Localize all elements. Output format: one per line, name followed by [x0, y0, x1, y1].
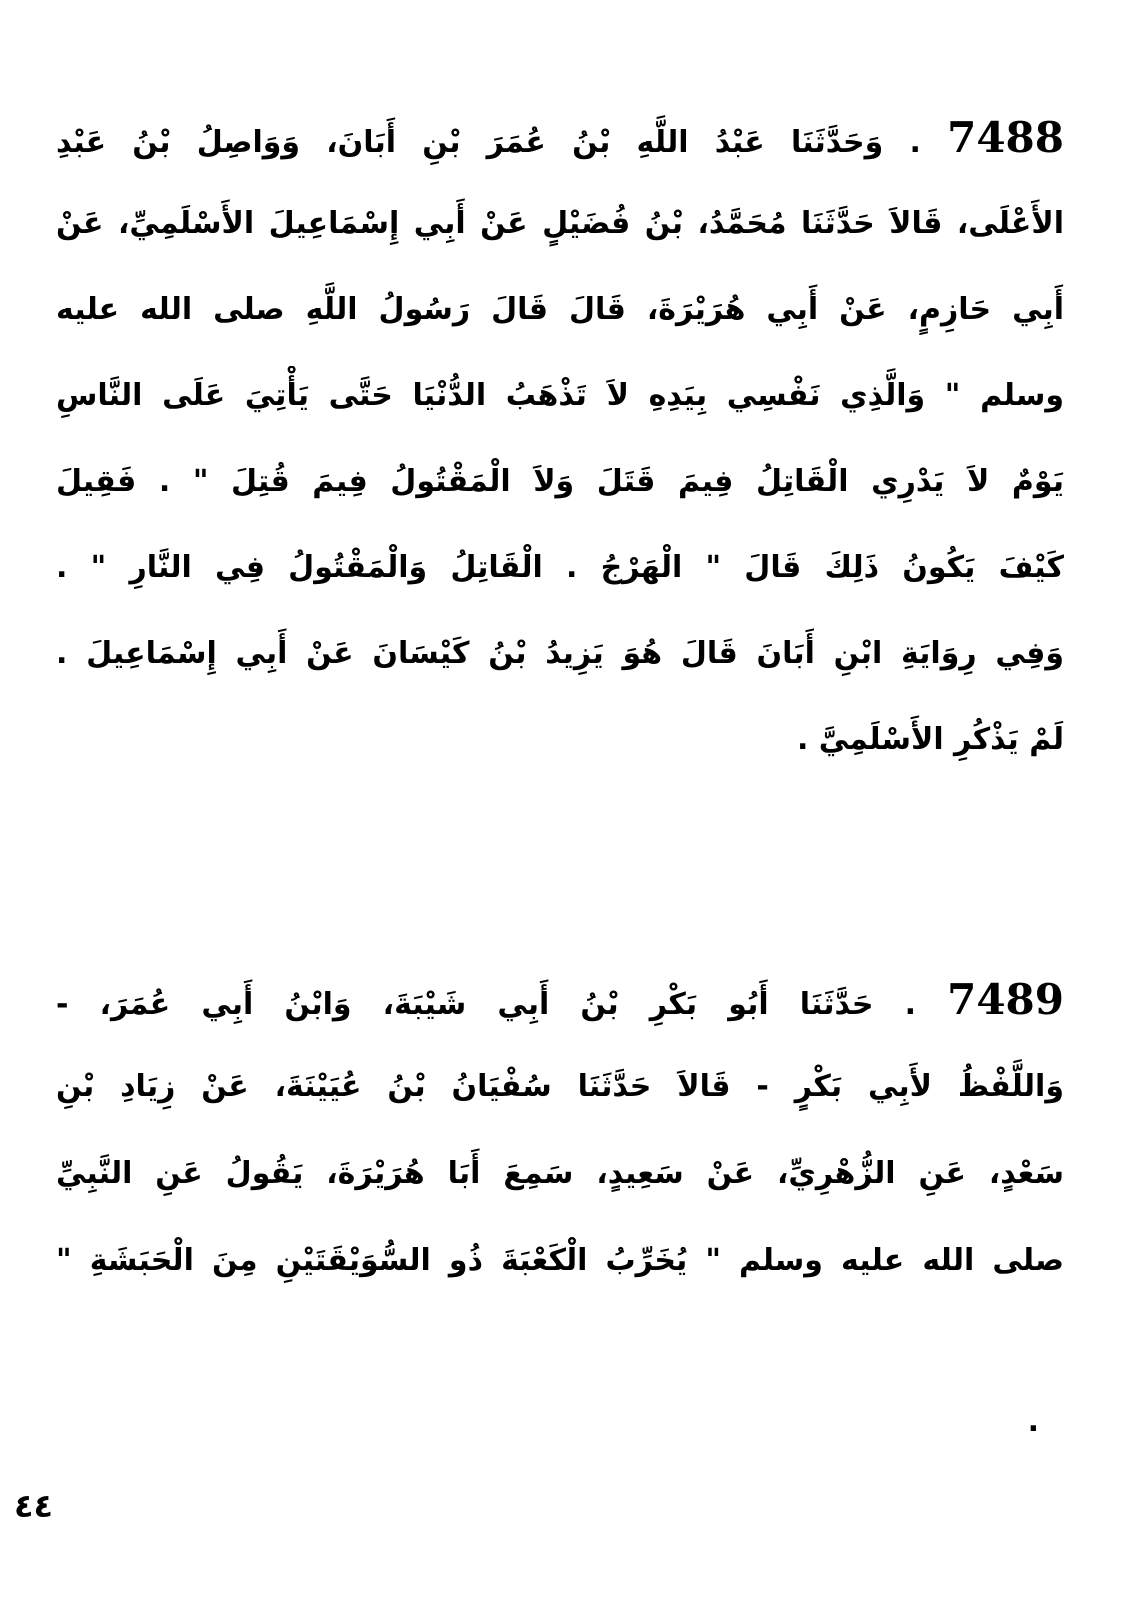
hadith-line: أَبِي حَازِمٍ، عَنْ أَبِي هُرَيْرَةَ، قَالَ قَالَ رَسُولُ اللَّهِ صلى الله عليه	[56, 292, 1064, 327]
hadith-number: 7488	[947, 113, 1064, 162]
trailing-period: .	[1027, 1404, 1039, 1439]
hadith-number: 7489	[947, 975, 1064, 1024]
hadith-line: سَعْدٍ، عَنِ الزُّهْرِيِّ، عَنْ سَعِيدٍ، سَمِعَ أَبَا هُرَيْرَةَ، يَقُولُ عَنِ النَّبِيِّ	[56, 1156, 1064, 1191]
hadith-line	[56, 970, 1064, 1057]
hadith-7489	[56, 970, 1064, 1318]
hadith-line	[56, 108, 1064, 194]
hadith-text: وَحَدَّثَنَا عَبْدُ اللَّهِ بْنُ عُمَرَ بْنِ أَبَانَ، وَوَاصِلُ بْنُ عَبْدِ	[56, 125, 884, 160]
hadith-line: وَاللَّفْظُ لأَبِي بَكْرٍ - قَالاَ حَدَّثَنَا سُفْيَانُ بْنُ عُيَيْنَةَ، عَنْ زِيَادِ بْنِ	[56, 1069, 1064, 1104]
hadith-line: وسلم " وَالَّذِي نَفْسِي بِيَدِهِ لاَ تَذْهَبُ الدُّنْيَا حَتَّى يَأْتِيَ عَلَى النَّاسِ	[56, 378, 1064, 413]
hadith-line: صلى الله عليه وسلم " يُخَرِّبُ الْكَعْبَةَ ذُو السُّوَيْقَتَيْنِ مِنَ الْحَبَشَةِ "	[56, 1243, 1064, 1278]
hadith-7488	[56, 108, 1064, 796]
hadith-line: وَفِي رِوَايَةِ ابْنِ أَبَانَ قَالَ هُوَ يَزِيدُ بْنُ كَيْسَانَ عَنْ أَبِي إِسْمَاعِيلَ .	[56, 636, 1064, 671]
hadith-line: الأَعْلَى، قَالاَ حَدَّثَنَا مُحَمَّدُ، بْنُ فُضَيْلٍ عَنْ أَبِي إِسْمَاعِيلَ الأَسْلَمِيِّ، عَنْ	[56, 206, 1064, 241]
page-number: ٤٤	[14, 1487, 54, 1525]
hadith-line: كَيْفَ يَكُونُ ذَلِكَ قَالَ " الْهَرْجُ . الْقَاتِلُ وَالْمَقْتُولُ فِي النَّارِ " .	[56, 550, 1064, 585]
number-separator: .	[873, 987, 948, 1022]
number-separator: .	[883, 125, 948, 160]
hadith-text: حَدَّثَنَا أَبُو بَكْرِ بْنُ أَبِي شَيْبَةَ، وَابْنُ أَبِي عُمَرَ، -	[56, 987, 874, 1022]
hadith-line: يَوْمٌ لاَ يَدْرِي الْقَاتِلُ فِيمَ قَتَلَ وَلاَ الْمَقْتُولُ فِيمَ قُتِلَ " . فَقِيلَ	[56, 464, 1064, 499]
hadith-line: لَمْ يَذْكُرِ الأَسْلَمِيَّ .	[796, 722, 1064, 757]
